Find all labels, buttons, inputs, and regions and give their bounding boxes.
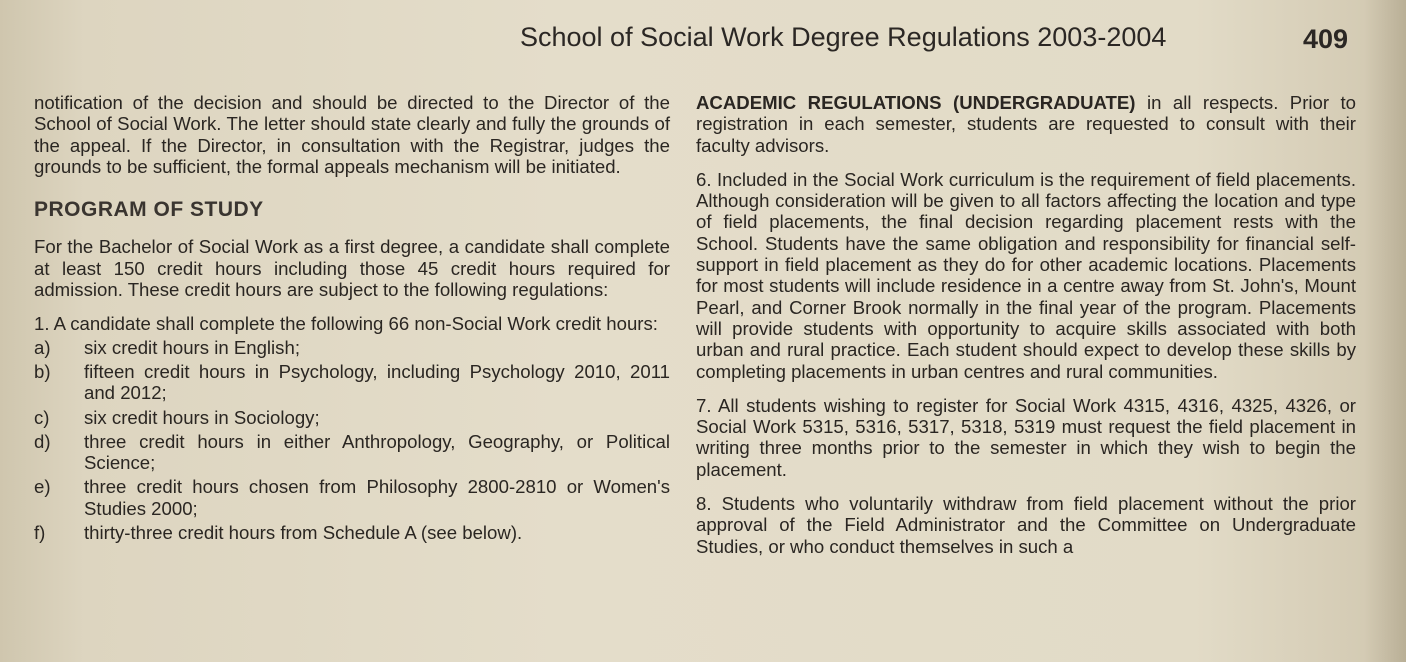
academic-regulations-reference: ACADEMIC REGULATIONS (UNDERGRADUATE) <box>696 92 1136 113</box>
list-item <box>34 361 670 404</box>
list-item <box>34 337 670 358</box>
list-item-text: three credit hours chosen from Philosophy 2800-2810 or Women's Studies 2000; <box>84 476 670 519</box>
list-marker: a) <box>34 336 51 358</box>
list-item-text: fifteen credit hours in Psychology, including Psychology 2010, 2011 and 2012; <box>84 360 670 404</box>
header-title: School of Social Work Degree Regulations 2003-2004 <box>520 22 1167 52</box>
list-item-text: six credit hours in Sociology; <box>84 406 320 428</box>
list-marker: e) <box>34 476 51 498</box>
right-column <box>696 92 1356 570</box>
list-marker: c) <box>34 406 50 428</box>
list-item-text: six credit hours in English; <box>84 336 300 358</box>
list-marker: b) <box>34 360 51 382</box>
list-item-text: three credit hours in either Anthropology, Geography, or Political Science; <box>84 430 670 474</box>
section-heading-program-of-study: PROGRAM OF STUDY <box>34 198 264 222</box>
list-item <box>34 431 670 474</box>
regulation-8-paragraph: 8. Students who voluntarily withdraw from field placement without the prior approval of the Field Administrator and the Committee on Undergraduate Studies, or who conduct themselves in such a <box>696 493 1356 557</box>
regulation-1-paragraph: 1. A candidate shall complete the following 66 non-Social Work credit hours: <box>34 313 658 335</box>
list-item <box>34 522 670 543</box>
list-item-text: thirty-three credit hours from Schedule A (see below). <box>84 522 523 544</box>
list-item <box>34 476 670 519</box>
regulation-1-list <box>34 337 670 544</box>
list-item <box>34 407 670 428</box>
regulation-5-continuation <box>696 92 1356 156</box>
list-marker: f) <box>34 522 46 544</box>
appeal-paragraph: notification of the decision and should be directed to the Director of the School of Social Work. The letter should state clearly and fully the grounds of the appeal. If the Director, in consultation with the Registrar, judges the grounds to be sufficient, the formal appeals mechanism will be initiated. <box>34 92 670 177</box>
running-header <box>520 22 1360 53</box>
program-intro-paragraph: For the Bachelor of Social Work as a first degree, a candidate shall complete at least 150 credit hours including those 45 credit hours required for admission. These credit hours are subject to the following regulations: <box>34 236 670 301</box>
list-marker: d) <box>34 430 51 452</box>
left-column <box>34 92 670 546</box>
page-number: 409 <box>1303 24 1349 54</box>
regulation-7-paragraph: 7. All students wishing to register for Social Work 4315, 4316, 4325, 4326, or Social Work 5315, 5316, 5317, 5318, 5319 must request the field placement in writing three months prior to the semester in which they wish to begin the placement. <box>696 394 1356 480</box>
regulation-5-continuation-text: in all respects. Prior to registration in each semester, students are requested to consult with their faculty advisors. <box>696 92 1357 156</box>
regulation-6-paragraph: 6. Included in the Social Work curriculum is the requirement of field placements. Although consideration will be given to all factors affecting the location and type of field placements, the final decision regarding placement rests with the School. Students have the same obligation and responsibility for financial self-support in field placement as they do for other academic locations. Placements for most students will include residence in a centre away from St. John's, Mount Pearl, and Corner Brook normally in the final year of the program. Placements will provide students with opportunity to acquire skills associated with both urban and rural practice. Each student should expect to develop these skills by completing placements in urban centres and rural communities. <box>696 168 1356 382</box>
